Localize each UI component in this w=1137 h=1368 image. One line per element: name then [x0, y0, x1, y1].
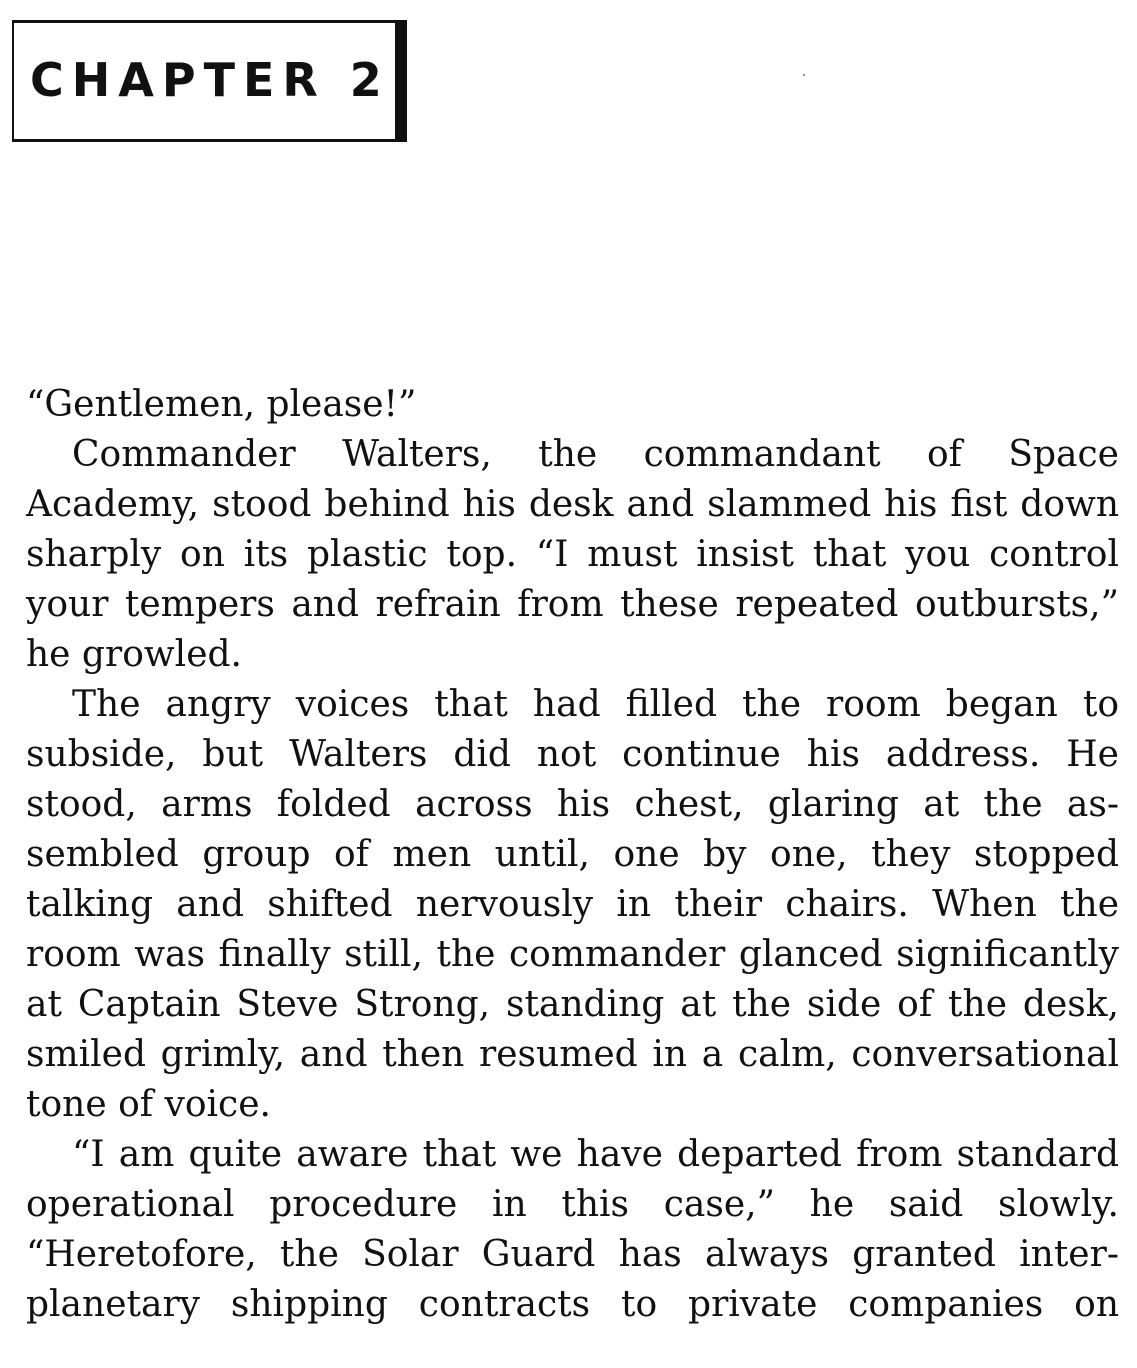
paragraph: “I am quite aware that we have departed from standard operational procedure in this case,” he said slowly. “Heretofore, the Solar Guard has always granted interplanetary shipping contracts to private companies on [26, 1134, 1119, 1325]
print-speck [803, 74, 805, 76]
chapter-title: CHAPTER 2 [30, 53, 390, 107]
paragraph: “Gentlemen, please!” [26, 384, 417, 425]
paragraph: The angry voices that had filled the room began to subside, but Walters did not continue his address. He stood, arms folded across his chest, glaring at the assembled group of men until, one by one, they stopped talking and shifted nervously in their chairs. When the room was finally still, the commander glanced significantly at Captain Steve Strong, standing at the side of the desk, smiled grimly, and then resumed in a calm, conversational tone of voice. [26, 684, 1119, 1125]
paragraph: Commander Walters, the commandant of Space Academy, stood behind his desk and slammed his fist down sharply on its plastic top. “I must insist that you control your tempers and refrain from these repeated outbursts,” he growled. [26, 434, 1119, 675]
body-text [26, 380, 1119, 1330]
